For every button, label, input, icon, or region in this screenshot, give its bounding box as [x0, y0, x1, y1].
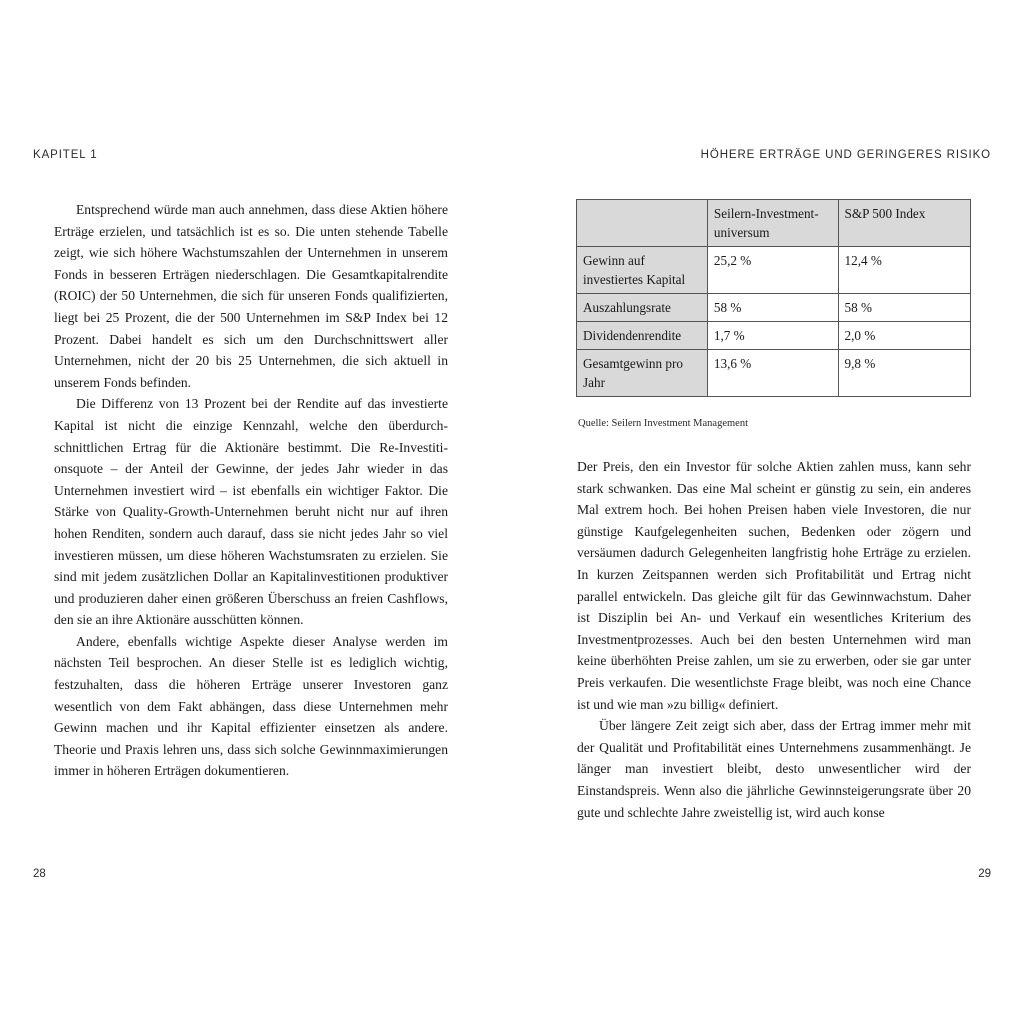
row-label: Gewinn auf investiertes Kapital	[577, 247, 708, 294]
table-cell: 2,0 %	[838, 322, 970, 350]
table-header-row	[577, 200, 971, 247]
table-cell: 9,8 %	[838, 350, 970, 397]
table-header-cell: S&P 500 Index	[838, 200, 970, 247]
page-number-left: 28	[33, 868, 46, 880]
table-cell: 25,2 %	[707, 247, 838, 294]
row-label: Gesamtgewinn pro Jahr	[577, 350, 708, 397]
paragraph: Über längere Zeit zeigt sich aber, dass der Ertrag immer mehr mit der Qualität und Profitabilität eines Unternehmens zusammenhängt. Je länger man investiert bleibt, desto unwesentlicher wird der Einstandspreis. Wenn also die jährliche Gewinnsteigerungsrate über 20 gute und schlechte Jahre zweistellig ist, wird auch konse	[577, 718, 971, 820]
table-cell: 13,6 %	[707, 350, 838, 397]
comparison-table	[576, 199, 971, 397]
paragraph: Der Preis, den ein Investor für solche Aktien zahlen muss, kann sehr stark schwanken. Das eine Mal scheint er günstig zu sein, ein anderes Mal extrem hoch. Bei hohen Preisen haben viele Investoren, die nur günstige Kaufgelegenheiten suchen, Bedenken oder zögern und versäumen dadurch Gelegenheiten langfristig hohe Erträge zu erzielen. In kurzen Zeitspannen werden sich Profitabilität und Ertrag nicht parallel entwickeln. Das gleiche gilt für das Gewinnwachstum. Daher ist Disziplin bei An- und Verkauf ein wesentliches Kriterium des Investmentprozesses. Auch bei den besten Unternehmen wird man keine überhöhten Preise zahlen, um sie zu erwerben, oder sie gar unter Preis verkaufen. Die wesentlichste Frage bleibt, was noch eine Chance ist und wie man »zu billig« definiert.	[577, 459, 971, 712]
row-label: Dividendenrendite	[577, 322, 708, 350]
table-row	[577, 247, 971, 294]
paragraph: Andere, ebenfalls wichtige Aspekte dieser Analyse werden im nächsten Teil besprochen. An dieser Stelle ist es lediglich wichtig, festzuhalten, dass die höheren Erträge unserer Investoren ganz wesentlich von dem Fakt abhängen, dass diese Unternehmen mehr Gewinn machen und ihr Kapital effizienter einsetzen als andere. Theorie und Praxis lehren uns, dass sich solche Gewinnmaximierungen immer in höheren Erträgen dokumentieren.	[54, 633, 448, 779]
right-page-body	[577, 456, 971, 823]
table-cell: 58 %	[838, 294, 970, 322]
table-cell: 1,7 %	[707, 322, 838, 350]
running-head-right: HÖHERE ERTRÄGE UND GERINGERES RISIKO	[700, 149, 991, 161]
table-header-cell	[577, 200, 708, 247]
table-cell: 58 %	[707, 294, 838, 322]
left-page-body	[54, 199, 448, 782]
row-label: Auszahlungsrate	[577, 294, 708, 322]
paragraph: Entsprechend würde man auch annehmen, dass diese Aktien höhere Erträge erzielen, und tatsächlich ist es so. Die unten stehende Tabelle zeigt, wie sich höhere Wachstumszahlen der Unternehmen in unserem Fonds in besseren Erträgen niederschlagen. Die Gesamtkapitalrendite (ROIC) der 50 Unternehmen, die sich für unseren Fonds qualifizierten, liegt bei 25 Prozent, die der 500 Unternehmen im S&P Index bei 12 Prozent. Dabei handelt es sich um den Durchschnittswert aller Unternehmen, nicht der 20 bis 25 Unternehmen, die sich aktuell in unserem Fonds befinden.	[54, 202, 448, 390]
table-row	[577, 294, 971, 322]
table-row	[577, 322, 971, 350]
table-source-caption: Quelle: Seilern Investment Management	[578, 418, 748, 429]
page-number-right: 29	[978, 868, 991, 880]
table-row	[577, 350, 971, 397]
table-header-cell: Seilern-Investmentuniversum	[707, 200, 838, 247]
running-head-left: KAPITEL 1	[33, 149, 98, 161]
table-cell: 12,4 %	[838, 247, 970, 294]
paragraph: Die Differenz von 13 Prozent bei der Rendite auf das investierte Kapital ist nicht die einzige Kennzahl, welche den überdurchschnittlichen Ertrag für die Aktionäre bestimmt. Die Re-Investitionsquote – der Anteil der Gewinne, der jedes Jahr wieder in das Unternehmen investiert wird – ist ebenfalls ein wichtiger Faktor. Die Stärke von Quality-Growth-Unternehmen beruht nicht nur auf ihren hohen Renditen, sondern auch darauf, dass sie nicht jedes Jahr so viel investieren müssen, um diese höheren Wachstumsraten zu erzielen. Sie sind mit jedem zusätzlichen Dollar an Kapitalinvestitionen produktiver und produzieren daher einen größeren Überschuss an freien Cashflows, den sie an ihre Aktionäre ausschütten können.	[54, 396, 448, 628]
